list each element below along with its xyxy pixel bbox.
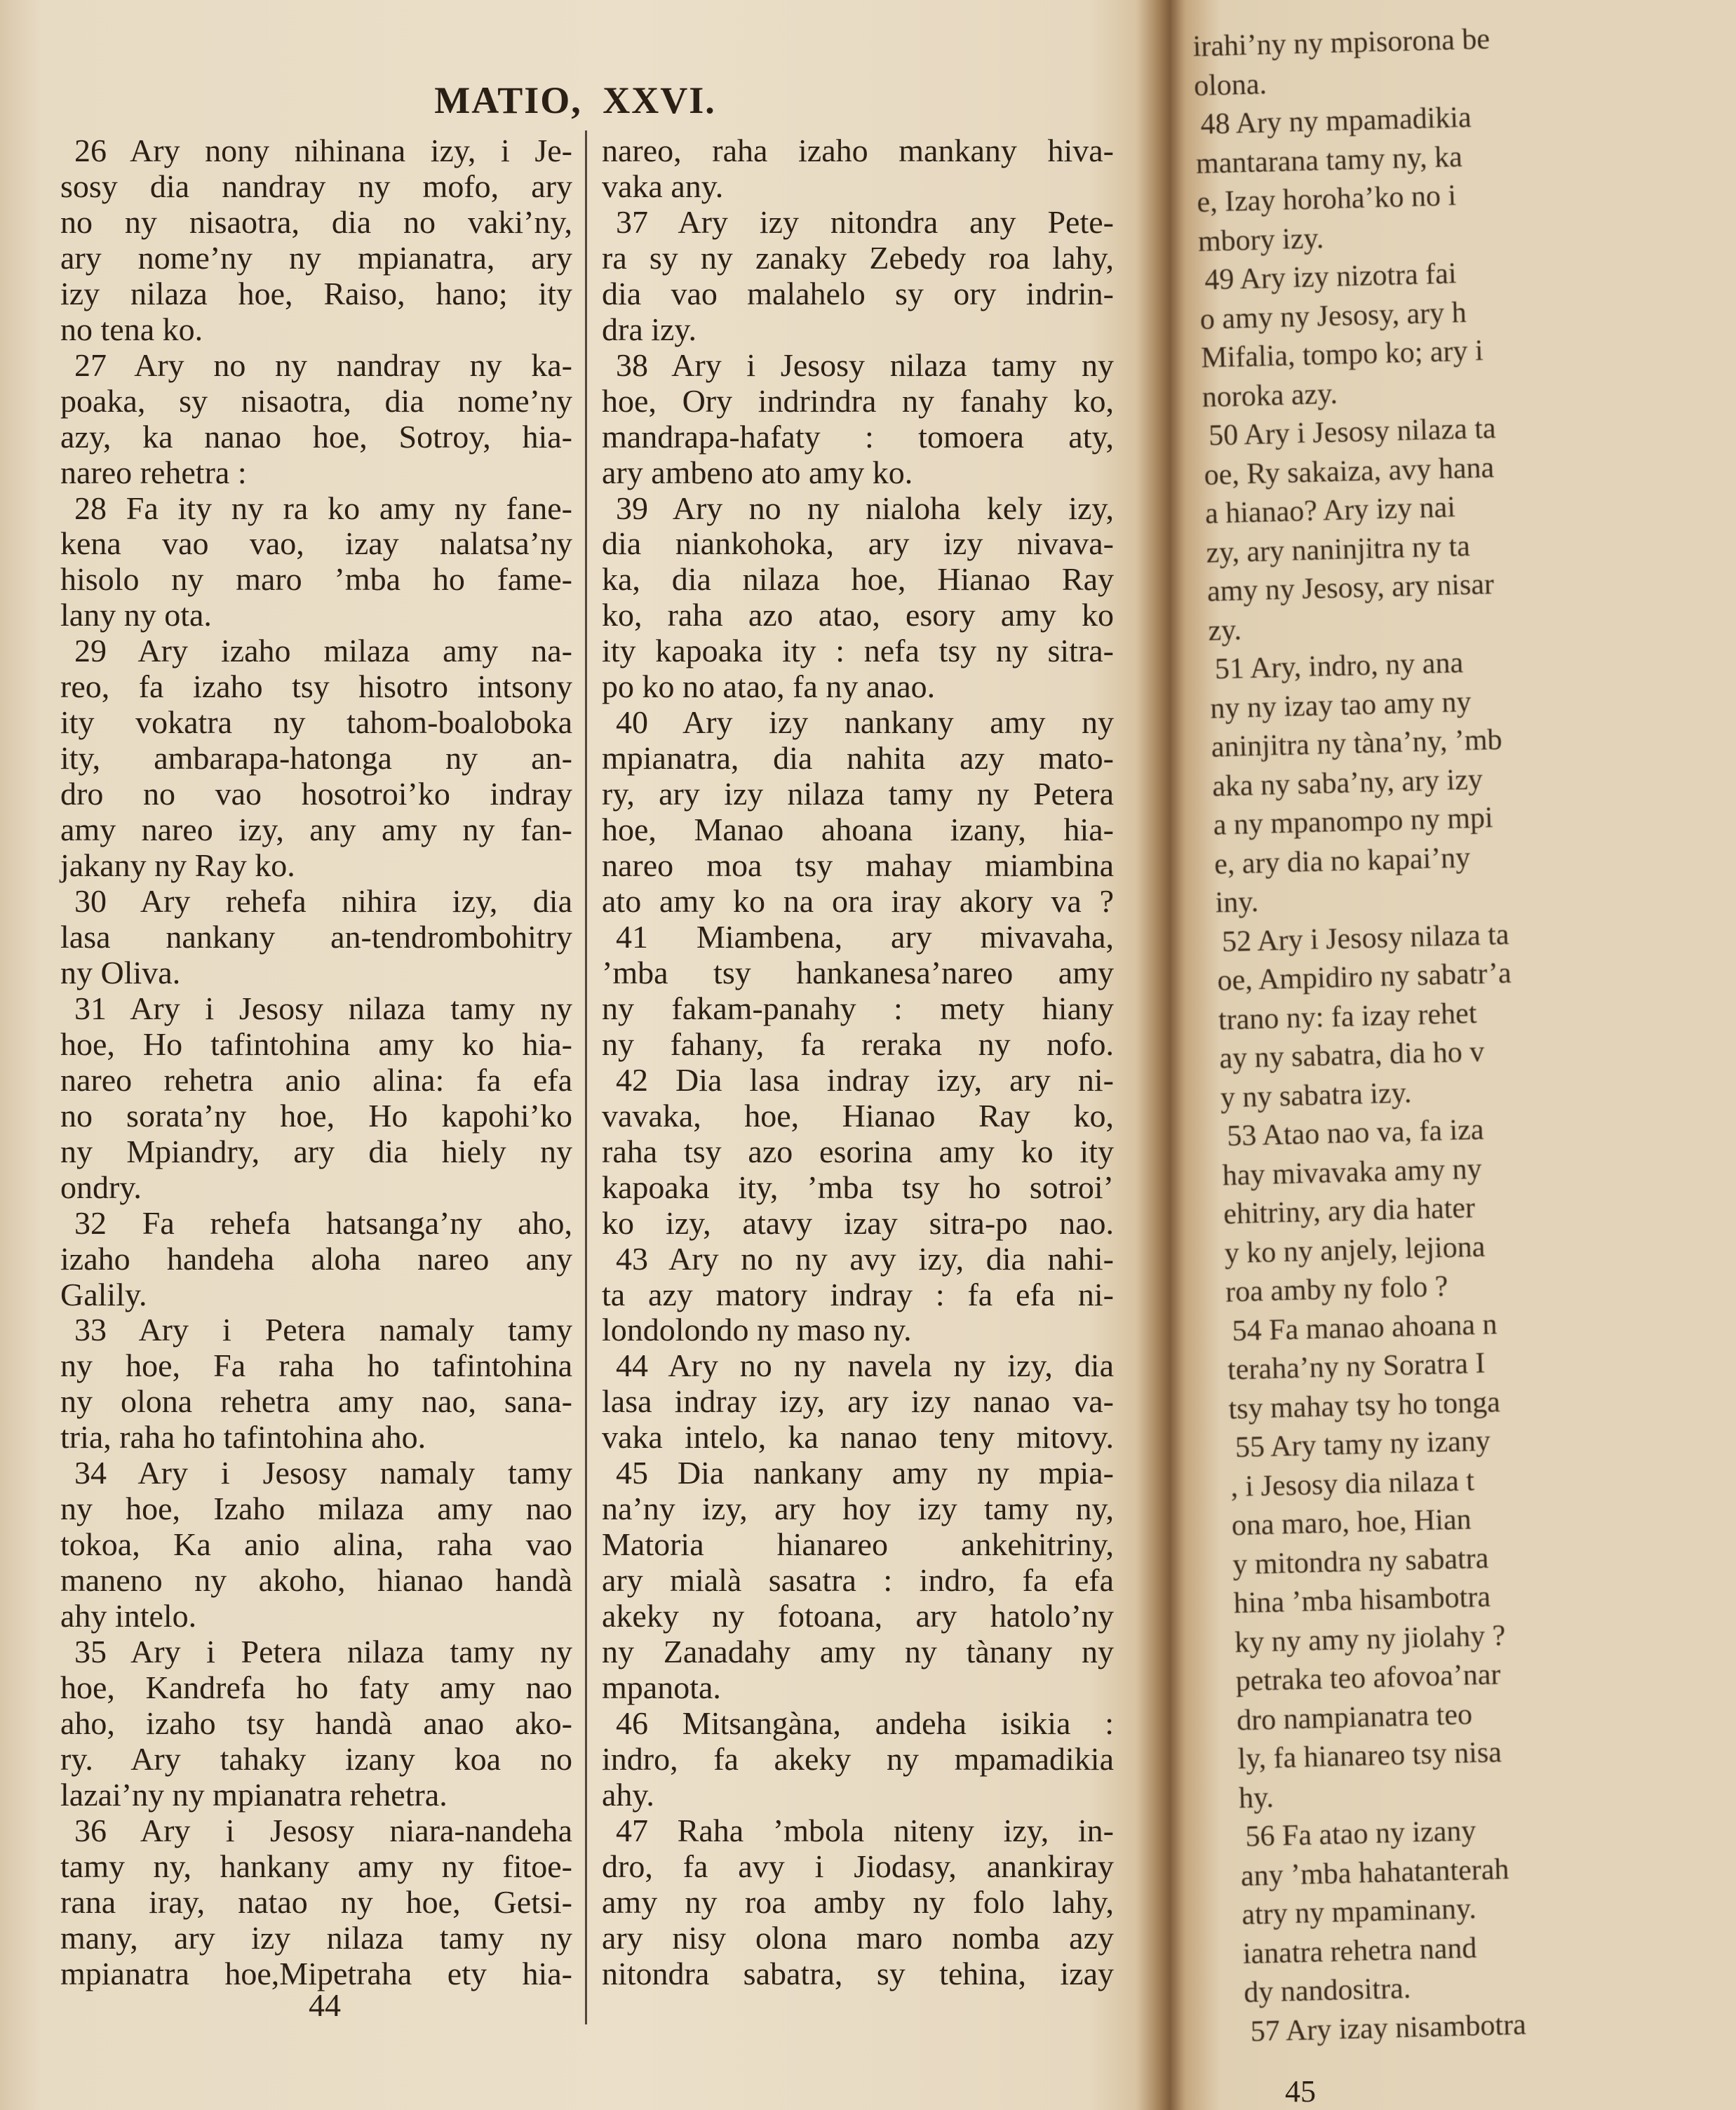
- text-line: tokoa, Ka anio alina, raha vao: [60, 1526, 572, 1563]
- text-line: ity vokatra ny tahom-boaloboka: [60, 704, 572, 741]
- text-line: ary nome’ny ny mpianatra, ary: [60, 239, 572, 276]
- text-line: dro no vao hosotroi’ko indray: [60, 776, 572, 812]
- text-line: a ny mpanompo ny mpi: [1213, 802, 1494, 842]
- text-line: ity, ambarapa-hatonga ny an-: [60, 740, 572, 777]
- text-line: zy, ary naninjitra ny ta: [1205, 530, 1471, 570]
- text-line: ka, dia nilaza hoe, Hianao Ray: [602, 561, 1114, 598]
- text-line: ona maro, hoe, Hian: [1231, 1503, 1472, 1543]
- text-line: ny ny izay tao amy ny: [1209, 685, 1472, 725]
- text-line: y ko ny anjely, lejiona: [1224, 1230, 1486, 1270]
- text-line: ato amy ko na ora iray akory va ?: [602, 883, 1114, 920]
- text-line: ny hoe, Fa raha ho tafintohina: [60, 1348, 572, 1384]
- text-line: ehitriny, ary dia hater: [1223, 1192, 1476, 1231]
- text-line: aninjitra ny tàna’ny, ’mb: [1211, 723, 1503, 764]
- verse-start-line: 40 Ary izy nankany amy ny: [616, 704, 1114, 741]
- text-line: ny fahany, fa reraka ny nofo.: [602, 1026, 1114, 1062]
- column-divider: [585, 130, 587, 2024]
- verse-start-line: 29 Ary izaho milaza amy na-: [74, 633, 572, 669]
- verse-start-line: 39 Ary no ny nialoha kely izy,: [616, 490, 1114, 526]
- text-line: reo, fa izaho tsy hisotro intsony: [60, 668, 572, 705]
- text-line: hay mivavaka amy ny: [1222, 1153, 1483, 1192]
- text-line: vaka any.: [602, 168, 724, 204]
- text-line: o amy ny Jesosy, ary h: [1199, 296, 1467, 336]
- text-line: ondry.: [60, 1169, 142, 1205]
- text-line: ianatra rehetra nand: [1242, 1931, 1477, 1970]
- text-line: mpianatra, dia nahita azy mato-: [602, 740, 1114, 777]
- text-line: ity kapoaka ity : nefa tsy ny sitra-: [602, 633, 1114, 669]
- verse-start-line: 48 Ary ny mpamadikia: [1200, 101, 1472, 141]
- verse-start-line: 27 Ary no ny nandray ny ka-: [74, 347, 572, 383]
- text-line: ra sy ny zanaky Zebedy roa lahy,: [602, 239, 1114, 276]
- text-line: ny Mpiandry, ary dia hiely ny: [60, 1133, 572, 1169]
- text-line: ahy.: [602, 1776, 654, 1813]
- text-line: nareo rehetra :: [60, 454, 247, 490]
- text-line: akeky ny fotoana, ary hatolo’ny: [602, 1598, 1114, 1634]
- text-line: hoe, Ho tafintohina amy ko hia-: [60, 1026, 572, 1062]
- text-line: e, Izay horoha’ko no i: [1196, 180, 1457, 219]
- text-line: jakany ny Ray ko.: [60, 847, 295, 884]
- text-line: zy.: [1207, 613, 1242, 647]
- page-number-right: 45: [1285, 2074, 1316, 2109]
- text-line: no ny nisaotra, dia no vaki’ny,: [60, 203, 572, 240]
- text-line: lasa indray izy, ary izy nanao va-: [602, 1383, 1114, 1420]
- verse-start-line: 55 Ary tamy ny izany: [1234, 1425, 1491, 1465]
- verse-start-line: 42 Dia lasa indray izy, ary ni-: [616, 1061, 1114, 1098]
- text-line: dra izy.: [602, 311, 697, 347]
- text-line: lany ny ota.: [60, 597, 212, 633]
- text-line: e, ary dia no kapai’ny: [1213, 841, 1471, 881]
- text-line: raha tsy azo esorina amy ko ity: [602, 1133, 1114, 1169]
- text-line: izy nilaza hoe, Raiso, hano; ity: [60, 275, 572, 311]
- text-line: teraha’ny ny Soratra I: [1227, 1347, 1486, 1387]
- left-text-column: [60, 133, 572, 1992]
- verse-start-line: 56 Fa atao ny izany: [1244, 1815, 1476, 1853]
- text-line: no tena ko.: [60, 311, 203, 347]
- text-line: Mifalia, tompo ko; ary i: [1200, 335, 1484, 375]
- text-line: y mitondra ny sabatra: [1232, 1542, 1489, 1581]
- text-line: oe, Ampidiro ny sabatr’a: [1216, 957, 1512, 997]
- text-line: any ’mba hahatanterah: [1240, 1853, 1509, 1893]
- verse-start-line: 51 Ary, indro, ny ana: [1214, 647, 1464, 686]
- text-line: hisolo ny maro ’mba ho fame-: [60, 561, 572, 598]
- page-number-left: 44: [309, 1987, 341, 2023]
- verse-start-line: 53 Atao nao va, fa iza: [1226, 1113, 1485, 1153]
- text-line: ny Zanadahy amy ny tànany ny: [602, 1634, 1114, 1670]
- text-line: maneno ny akoho, hianao handà: [60, 1562, 572, 1599]
- text-line: po ko no atao, fa ny anao.: [602, 668, 936, 705]
- text-line: izaho handeha aloha nareo any: [60, 1240, 572, 1277]
- text-line: dy nandositra.: [1243, 1972, 1411, 2010]
- text-line: ay ny sabatra, dia ho v: [1218, 1035, 1485, 1075]
- text-line: mpanota.: [602, 1669, 721, 1705]
- verse-start-line: 49 Ary izy nizotra fai: [1204, 257, 1458, 297]
- text-line: na’ny izy, ary hoy izy tamy ny,: [602, 1491, 1114, 1527]
- facing-page: [1192, 0, 1527, 2110]
- text-line: olona.: [1193, 67, 1267, 102]
- text-line: azy, ka nanao hoe, Sotroy, hia-: [60, 418, 572, 455]
- text-line: indro, fa akeky ny mpamadikia: [602, 1740, 1114, 1777]
- text-line: ry, ary izy nilaza tamy ny Petera: [602, 776, 1114, 812]
- text-line: nareo rehetra anio alina: fa efa: [60, 1061, 572, 1098]
- verse-start-line: 34 Ary i Jesosy namaly tamy: [74, 1455, 572, 1491]
- text-line: noroka azy.: [1202, 377, 1338, 414]
- text-line: mbory izy.: [1197, 222, 1324, 258]
- verse-start-line: 47 Raha ’mbola niteny izy, in-: [616, 1812, 1114, 1848]
- text-line: kapoaka ity, ’mba tsy ho sotroi’: [602, 1169, 1114, 1205]
- text-line: tamy ny, hankany amy ny fitoe-: [60, 1848, 572, 1884]
- text-line: dia vao malahelo sy ory indrin-: [602, 275, 1114, 311]
- text-line: atry ny mpaminany.: [1241, 1893, 1477, 1932]
- text-line: a hianao? Ary izy nai: [1204, 491, 1456, 530]
- text-line: irahi’ny ny mpisorona be: [1192, 22, 1491, 63]
- text-line: ko izy, atavy izay sitra-po nao.: [602, 1204, 1114, 1241]
- verse-start-line: 32 Fa rehefa hatsanga’ny aho,: [74, 1204, 572, 1241]
- verse-start-line: 28 Fa ity ny ra ko amy ny fane-: [74, 490, 572, 526]
- text-line: tsy mahay tsy ho tonga: [1227, 1385, 1501, 1425]
- text-line: hy.: [1238, 1781, 1274, 1815]
- verse-start-line: 45 Dia nankany amy ny mpia-: [616, 1455, 1114, 1491]
- text-line: ly, fa hianareo tsy nisa: [1237, 1736, 1502, 1776]
- text-line: mantarana tamy ny, ka: [1195, 140, 1463, 180]
- verse-start-line: 57 Ary izay nisambotra: [1250, 2008, 1527, 2048]
- text-line: ny olona rehetra amy nao, sana-: [60, 1383, 572, 1420]
- verse-start-line: 50 Ary i Jesosy nilaza ta: [1208, 412, 1497, 452]
- text-line: Galily.: [60, 1276, 147, 1312]
- verse-start-line: 37 Ary izy nitondra any Pete-: [616, 203, 1114, 240]
- text-line: ary nisy olona maro nomba azy: [602, 1919, 1114, 1956]
- text-line: hoe, Manao ahoana izany, hia-: [602, 812, 1114, 848]
- running-header: [0, 79, 1150, 122]
- text-line: ta azy matory indray : fa efa ni-: [602, 1276, 1114, 1312]
- chapter-number: XXVI.: [603, 79, 716, 121]
- verse-start-line: 38 Ary i Jesosy nilaza tamy ny: [616, 347, 1114, 383]
- text-line: ny Oliva.: [60, 954, 181, 990]
- text-line: ’mba tsy hankanesa’nareo amy: [602, 954, 1114, 990]
- text-line: sosy dia nandray ny mofo, ary: [60, 168, 572, 204]
- text-line: roa amby ny folo ?: [1225, 1270, 1448, 1309]
- text-line: poaka, sy nisaotra, dia nome’ny: [60, 382, 572, 419]
- text-line: no sorata’ny hoe, Ho kapohi’ko: [60, 1097, 572, 1134]
- text-line: ny hoe, Izaho milaza amy nao: [60, 1491, 572, 1527]
- right-text-column: [602, 133, 1114, 1992]
- verse-start-line: 30 Ary rehefa nihira izy, dia: [74, 883, 572, 920]
- text-line: oe, Ry sakaiza, avy hana: [1204, 451, 1495, 492]
- verse-start-line: 44 Ary no ny navela ny izy, dia: [616, 1348, 1114, 1384]
- text-line: dia niankohoka, ary izy nivava-: [602, 525, 1114, 562]
- verse-start-line: 36 Ary i Jesosy niara-nandeha: [74, 1812, 572, 1848]
- text-line: rana iray, natao ny hoe, Getsi-: [60, 1883, 572, 1920]
- text-line: nareo, raha izaho mankany hiva-: [602, 133, 1114, 168]
- text-line: kena vao vao, izay nalatsa’ny: [60, 525, 572, 562]
- text-line: amy nareo izy, any amy ny fan-: [60, 812, 572, 848]
- verse-start-line: 33 Ary i Petera namaly tamy: [74, 1312, 572, 1348]
- text-line: vaka intelo, ka nanao teny mitovy.: [602, 1419, 1114, 1456]
- text-line: nitondra sabatra, sy tehina, izay: [602, 1955, 1114, 1991]
- text-line: y ny sabatra izy.: [1220, 1076, 1412, 1114]
- text-line: nareo moa tsy mahay miambina: [602, 847, 1114, 884]
- text-line: trano ny: fa izay rehet: [1218, 997, 1477, 1037]
- text-line: londolondo ny maso ny.: [602, 1312, 912, 1348]
- text-line: vavaka, hoe, Hianao Ray ko,: [602, 1097, 1114, 1134]
- verse-start-line: 26 Ary nony nihinana izy, i Je-: [74, 133, 572, 168]
- text-line: ary mialà sasatra : indro, fa efa: [602, 1562, 1114, 1599]
- verse-start-line: 41 Miambena, ary mivavaha,: [616, 918, 1114, 955]
- text-line: dro nampianatra teo: [1236, 1698, 1473, 1737]
- text-line: mandrapa-hafaty : tomoera aty,: [602, 418, 1114, 455]
- verse-start-line: 43 Ary no ny avy izy, dia nahi-: [616, 1240, 1114, 1277]
- text-line: lasa nankany an-tendrombohitry: [60, 918, 572, 955]
- text-line: , i Jesosy dia nilaza t: [1230, 1464, 1475, 1503]
- text-line: tria, raha ho tafintohina aho.: [60, 1419, 426, 1456]
- text-line: ry. Ary tahaky izany koa no: [60, 1740, 572, 1777]
- verse-start-line: 46 Mitsangàna, andeha isikia :: [616, 1705, 1114, 1741]
- text-line: amy ny roa amby ny folo lahy,: [602, 1883, 1114, 1920]
- text-line: dro, fa avy i Jiodasy, anankiray: [602, 1848, 1114, 1884]
- verse-start-line: 52 Ary i Jesosy nilaza ta: [1221, 918, 1510, 958]
- facing-page-text: [1192, 15, 1736, 2052]
- text-line: many, ary izy nilaza tamy ny: [60, 1919, 572, 1956]
- text-line: aho, izaho tsy handà anao ako-: [60, 1705, 572, 1741]
- text-line: iny.: [1215, 885, 1259, 920]
- text-line: ary ambeno ato amy ko.: [602, 454, 913, 490]
- text-line: hina ’mba hisambotra: [1233, 1580, 1491, 1620]
- text-line: aka ny saba’ny, ary izy: [1211, 763, 1483, 803]
- text-line: petraka teo afovoa’nar: [1235, 1658, 1501, 1698]
- text-line: hoe, Kandrefa ho faty amy nao: [60, 1669, 572, 1705]
- verse-start-line: 35 Ary i Petera nilaza tamy ny: [74, 1634, 572, 1670]
- text-line: ko, raha azo atao, esory amy ko: [602, 597, 1114, 633]
- text-line: ky ny amy ny jiolahy ?: [1234, 1619, 1506, 1659]
- text-line: amy ny Jesosy, ary nisar: [1206, 568, 1495, 608]
- text-line: mpianatra hoe,Mipetraha ety hia-: [60, 1955, 572, 1991]
- book-title: MATIO,: [434, 79, 582, 121]
- text-line: ahy intelo.: [60, 1598, 197, 1634]
- text-line: Matoria hianareo ankehitriny,: [602, 1526, 1114, 1563]
- text-line: hoe, Ory indrindra ny fanahy ko,: [602, 382, 1114, 419]
- verse-start-line: 54 Fa manao ahoana n: [1232, 1308, 1498, 1348]
- text-line: lazai’ny ny mpianatra rehetra.: [60, 1776, 448, 1813]
- text-line: ny fakam-panahy : mety hiany: [602, 990, 1114, 1026]
- verse-start-line: 31 Ary i Jesosy nilaza tamy ny: [74, 990, 572, 1026]
